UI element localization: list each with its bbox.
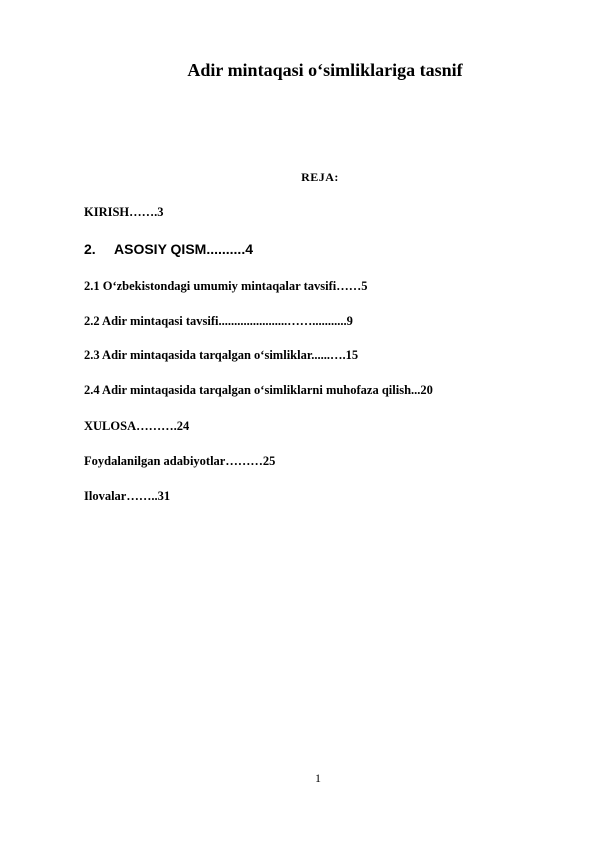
toc-item-xulosa: XULOSA……….24 [84, 419, 190, 433]
toc-item-ilovalar: Ilovalar……..31 [84, 489, 171, 503]
toc-item-adabiyotlar: Foydalanilgan adabiyotlar………25 [84, 454, 276, 468]
toc-item-kirish: KIRISH…….3 [84, 205, 164, 219]
toc-item-2-2: 2.2 Adir mintaqasi tavsifi......................……...........9 [84, 314, 353, 328]
toc-item-asosiy-qism [84, 241, 253, 257]
toc-item-2-4: 2.4 Adir mintaqasida tarqalgan o‘simliklarni muhofaza qilish...20 [84, 383, 433, 397]
toc-item-number: 2. [84, 241, 96, 257]
document-title: Adir mintaqasi o‘simliklariga tasnif [187, 60, 463, 80]
toc-item-2-1: 2.1 O‘zbekistondagi umumiy mintaqalar tavsifi……5 [84, 279, 368, 293]
page-number: 1 [315, 771, 321, 785]
plan-heading: REJA: [301, 170, 339, 184]
toc-item-label: ASOSIY QISM..........4 [114, 241, 254, 257]
toc-item-2-3: 2.3 Adir mintaqasida tarqalgan o‘simliklar......….15 [84, 348, 359, 362]
